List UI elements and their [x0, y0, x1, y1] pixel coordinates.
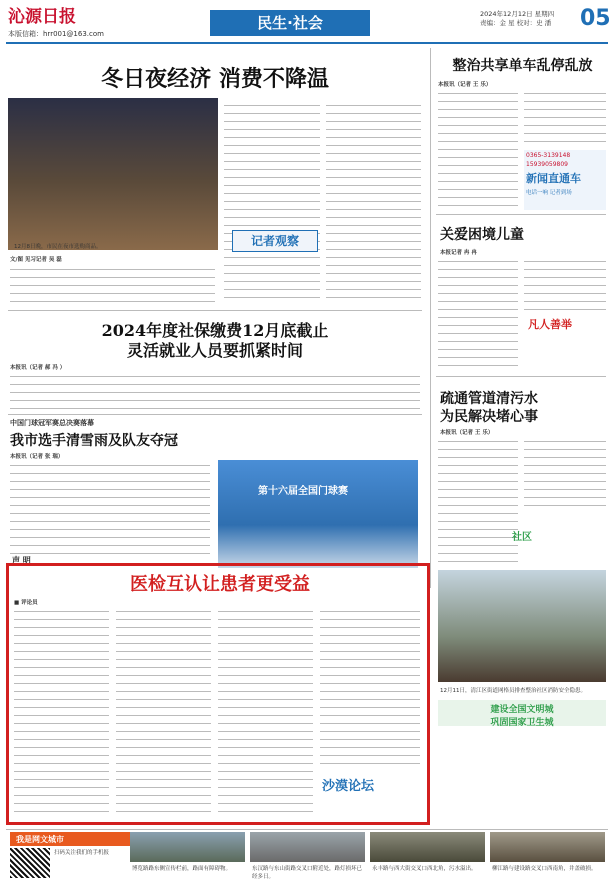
civic-banner-line2: 巩固国家卫生城	[490, 718, 554, 728]
column-divider	[430, 48, 431, 588]
bike-byline: 本报讯（记者 王 乐）	[438, 82, 492, 88]
section-title: 民生·社会	[210, 10, 370, 36]
divider	[6, 829, 608, 830]
lead-byline: 文/图 见习记者 吴 磊	[10, 257, 62, 263]
channel-photo	[438, 570, 606, 682]
gateball-headline: 我市选手清雪雨及队友夺冠	[10, 433, 178, 449]
qr-caption: 扫码关注我们的手机报	[54, 850, 110, 856]
civic-banner	[438, 700, 606, 726]
community-tag: 社区	[512, 532, 532, 543]
insurance-headline-1: 2024年度社保缴费12月底截止	[101, 321, 329, 340]
gateball-byline: 本报讯（记者 张 瑞）	[10, 454, 64, 460]
lead-headline: 冬日夜经济 消费不降温	[101, 66, 329, 92]
bottom-photo-2	[250, 832, 365, 862]
masthead-rule	[6, 42, 608, 44]
lead-body-col3	[326, 100, 421, 305]
gateball-body	[10, 460, 210, 555]
bottom-photo-3-caption: 永丰路与西大街交叉口西北角，污水溢出。	[372, 866, 477, 872]
bottom-photo-1	[130, 832, 245, 862]
divider	[436, 376, 606, 377]
channel-headline-2: 为民解决堵心事	[440, 409, 538, 425]
channel-body-col1	[438, 436, 518, 566]
issue-info	[480, 10, 554, 28]
gateball-kicker: 中国门球冠军赛总决赛落幕	[10, 419, 94, 427]
medical-body-col4	[320, 606, 420, 766]
lead-body	[10, 264, 215, 304]
bike-body-col1	[438, 88, 518, 208]
divider	[8, 414, 422, 415]
bottom-photo-4-caption: 柳江路与建设路交叉口西南角，井盖破损。	[492, 866, 597, 872]
wenming-banner: 我是网文城市	[10, 832, 130, 846]
bottom-photo-2-caption: 东汉路与东山街路交叉口附近处，路灯损坏已经多日。	[252, 866, 363, 880]
divider	[8, 310, 422, 311]
channel-photo-caption: 12月11日，清江区街道网格员排查整治社区消防安全隐患。	[440, 688, 586, 694]
children-body-col1	[438, 256, 518, 371]
children-headline: 关爱困境儿童	[440, 227, 524, 243]
insurance-headline-2: 灵活就业人员要抓紧时间	[126, 341, 303, 360]
notice-label: 声 明	[12, 555, 31, 565]
newspaper-logo: 沁源日报	[8, 7, 76, 27]
lead-photo-caption: 12月8日晚，市民在夜市选购商品。	[14, 244, 102, 250]
hotline-box	[524, 150, 606, 210]
hotline-label: 新闻直通车	[526, 172, 581, 185]
insurance-body	[10, 371, 420, 411]
hotline-number-2: 15939059809	[526, 161, 568, 168]
medical-body-col3	[218, 606, 313, 818]
insurance-byline: 本报讯（记者 郝 冯 ）	[10, 365, 66, 371]
bike-body-col2	[524, 88, 606, 148]
medical-headline: 医检互认让患者更受益	[130, 574, 310, 595]
channel-byline: 本报讯（记者 王 乐）	[440, 430, 494, 436]
gateball-photo-title: 第十六届全国门球赛	[258, 486, 348, 497]
issue-date: 2024年12月12日	[480, 10, 533, 18]
gateball-photo	[218, 460, 418, 568]
column-logo-good-deeds: 凡人善举	[528, 318, 572, 331]
medical-body-col2	[116, 606, 211, 818]
civic-banner-line1: 建设全国文明城	[490, 705, 554, 715]
bottom-photo-1-caption: 博览路路东侧宣传栏前，路面有障碍物。	[132, 866, 232, 872]
hotline-number-1: 0365-3139148	[526, 152, 571, 159]
bottom-photo-4	[490, 832, 605, 862]
children-byline: 本报记者 冉 冉	[440, 250, 477, 256]
column-logo-desert-forum: 沙漠论坛	[322, 779, 375, 794]
channel-headline-1: 疏通管道清污水	[440, 391, 538, 407]
divider	[436, 214, 606, 215]
contact-email: 本版信箱：hrr001@163.com	[8, 30, 104, 38]
lead-body-col2	[224, 100, 320, 305]
bottom-photo-3	[370, 832, 485, 862]
bike-headline: 整治共享单车乱停乱放	[452, 58, 593, 74]
medical-byline: ■ 评论员	[14, 600, 38, 606]
qr-code[interactable]	[10, 848, 50, 878]
issue-weekday: 星期四	[534, 10, 555, 18]
editor: 责编：金 星	[480, 19, 515, 27]
children-body-col2	[524, 256, 606, 311]
channel-body-col2	[524, 436, 606, 506]
medical-body-col1	[14, 606, 109, 818]
proofreader: 校对：史 潘	[516, 19, 552, 27]
lead-photo	[8, 98, 218, 250]
page-number: 05	[580, 6, 611, 31]
hotline-note: 电话一响 记者到场	[526, 190, 572, 196]
observer-tag: 记者观察	[232, 230, 318, 252]
